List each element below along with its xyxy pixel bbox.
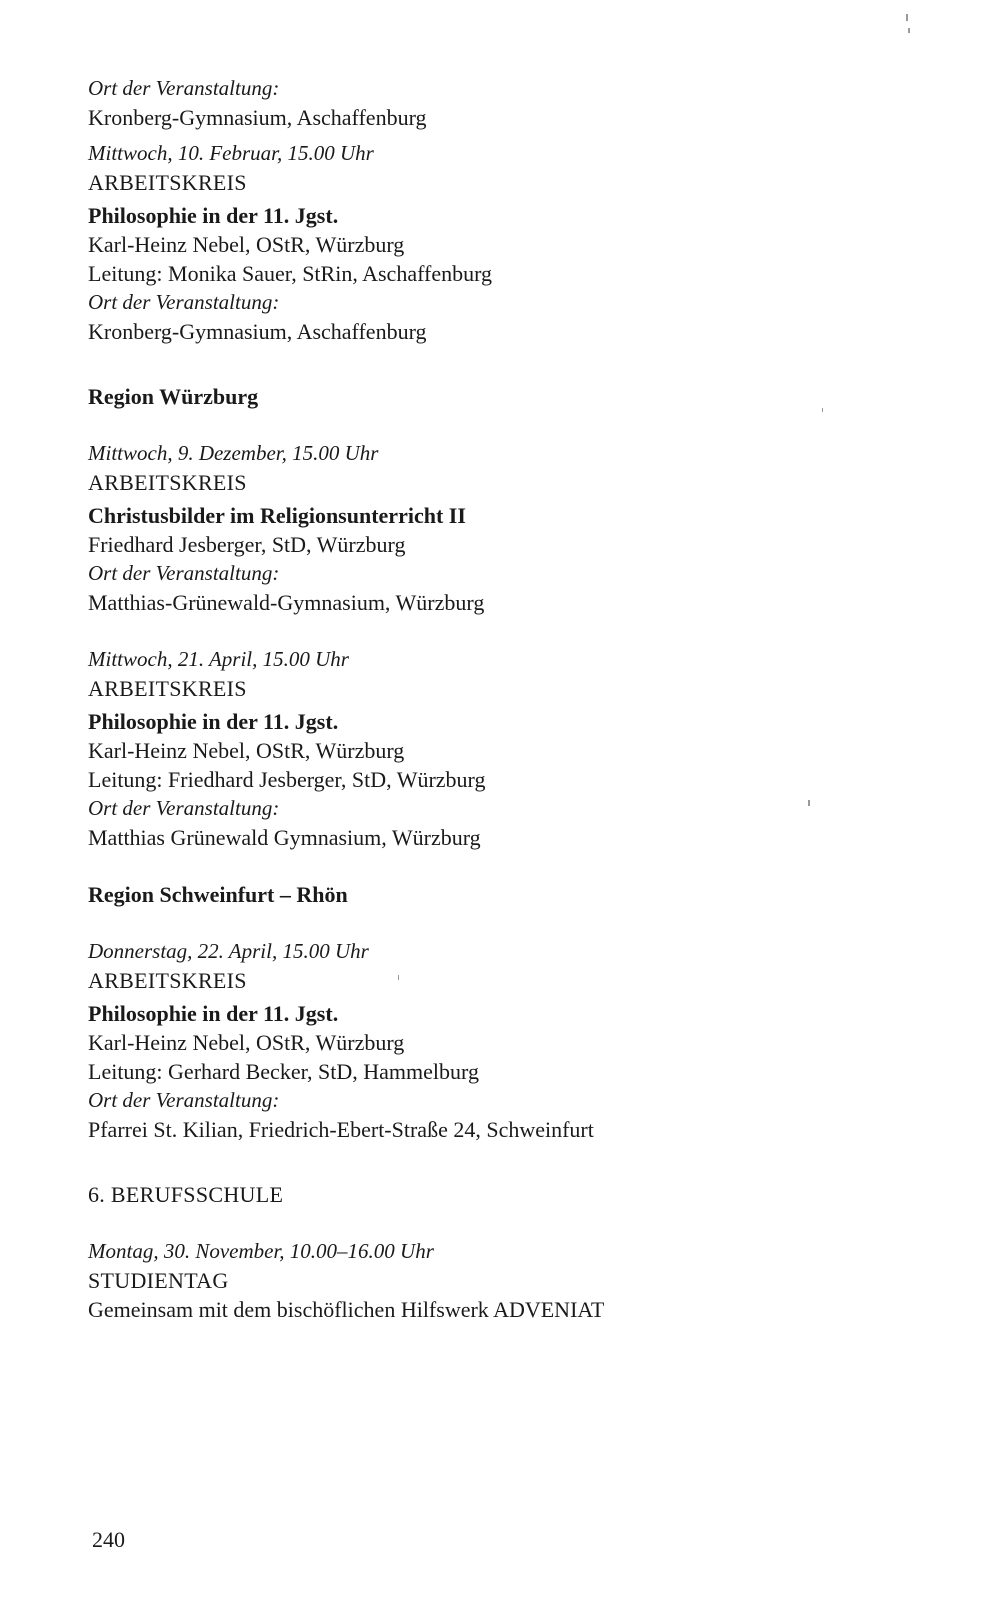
venue-label: Ort der Veranstaltung:: [88, 290, 280, 314]
venue-label: Ort der Veranstaltung:: [88, 796, 280, 820]
venue-label: Ort der Veranstaltung:: [88, 1088, 280, 1112]
event-type: ARBEITSKREIS: [88, 170, 247, 195]
event-speaker: Karl-Heinz Nebel, OStR, Würzburg: [88, 1030, 405, 1055]
event-speaker: Karl-Heinz Nebel, OStR, Würzburg: [88, 232, 405, 257]
event-type: ARBEITSKREIS: [88, 676, 247, 701]
event-type: STUDIENTAG: [88, 1268, 229, 1293]
event-date: Montag, 30. November, 10.00–16.00 Uhr: [88, 1239, 434, 1263]
section-heading-berufsschule: 6. BERUFSSCHULE: [88, 1182, 284, 1207]
event-title: Philosophie in der 11. Jgst.: [88, 1001, 339, 1026]
venue: Matthias Grünewald Gymnasium, Würzburg: [88, 825, 481, 850]
scan-speck: [906, 14, 908, 21]
event-title: Christusbilder im Religionsunterricht II: [88, 503, 466, 528]
scan-speck: [808, 800, 810, 806]
event-speaker: Karl-Heinz Nebel, OStR, Würzburg: [88, 738, 405, 763]
venue-label: Ort der Veranstaltung:: [88, 76, 280, 100]
event-title: Philosophie in der 11. Jgst.: [88, 709, 339, 734]
venue: Kronberg-Gymnasium, Aschaffenburg: [88, 319, 427, 344]
venue: Matthias-Grünewald-Gymnasium, Würzburg: [88, 590, 485, 615]
page-number: 240: [92, 1527, 125, 1552]
venue-label: Ort der Veranstaltung:: [88, 561, 280, 585]
document-page: [88, 74, 948, 1324]
venue: Pfarrei St. Kilian, Friedrich-Ebert-Straße 24, Schweinfurt: [88, 1117, 594, 1142]
event-date: Mittwoch, 10. Februar, 15.00 Uhr: [88, 141, 374, 165]
event-lead: Leitung: Gerhard Becker, StD, Hammelburg: [88, 1059, 479, 1084]
scan-speck: [822, 408, 823, 412]
event-date: Mittwoch, 9. Dezember, 15.00 Uhr: [88, 441, 379, 465]
event-lead: Leitung: Monika Sauer, StRin, Aschaffenburg: [88, 261, 493, 286]
event-lead: Leitung: Friedhard Jesberger, StD, Würzburg: [88, 767, 486, 792]
event-date: Donnerstag, 22. April, 15.00 Uhr: [88, 939, 369, 963]
region-heading-schweinfurt: Region Schweinfurt – Rhön: [88, 882, 348, 907]
event-date: Mittwoch, 21. April, 15.00 Uhr: [88, 647, 349, 671]
scan-speck: [398, 975, 399, 980]
event-type: ARBEITSKREIS: [88, 470, 247, 495]
event-type: ARBEITSKREIS: [88, 968, 247, 993]
region-heading-wuerzburg: Region Würzburg: [88, 384, 259, 409]
venue: Kronberg-Gymnasium, Aschaffenburg: [88, 105, 427, 130]
event-speaker: Friedhard Jesberger, StD, Würzburg: [88, 532, 406, 557]
scan-speck: [908, 28, 910, 33]
event-description: Gemeinsam mit dem bischöflichen Hilfswerk ADVENIAT: [88, 1297, 605, 1322]
event-title: Philosophie in der 11. Jgst.: [88, 203, 339, 228]
